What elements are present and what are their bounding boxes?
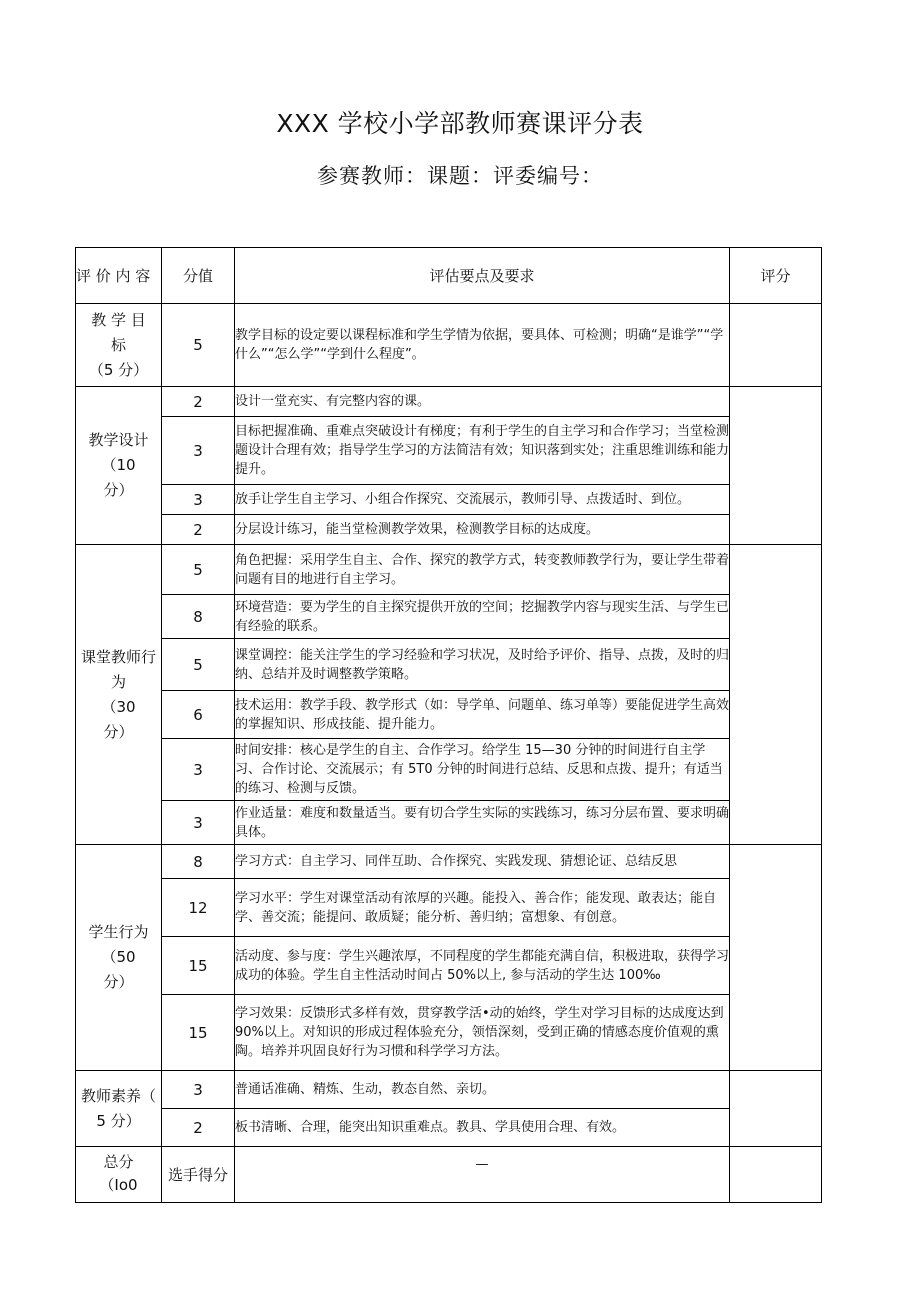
requirement-cell: 学习水平：学生对课堂活动有浓厚的兴趣。能投入、善合作；能发现、敢表达；能自学、善交流；能提问、敢质疑；能分析、善归纳；富想象、有创意。: [235, 879, 730, 937]
table-row: [76, 995, 822, 1071]
table-row: [76, 1109, 822, 1147]
header-score: 分值: [162, 248, 235, 304]
category-cell: 总分 （Io0: [76, 1147, 162, 1203]
requirement-cell: 放手让学生自主学习、小组合作探究、交流展示，教师引导、点拨适时、到位。: [235, 485, 730, 515]
requirement-cell: 环境营造：要为学生的自主探究提供开放的空间；挖掘教学内容与现实生活、与学生已有经验的联系。: [235, 595, 730, 639]
score-cell: 5: [162, 639, 235, 691]
table-row: [76, 879, 822, 937]
table-row: [76, 639, 822, 691]
requirement-cell: 设计一堂充实、有完整内容的课。: [235, 387, 730, 417]
score-cell: 8: [162, 595, 235, 639]
grade-input-cell[interactable]: [730, 1071, 822, 1147]
score-cell: 8: [162, 845, 235, 879]
score-cell: 15: [162, 937, 235, 995]
page-title: XXX 学校小学部教师赛课评分表: [276, 109, 644, 138]
table-row: [76, 595, 822, 639]
requirement-cell: 角色把握：采用学生自主、合作、探究的教学方式，转变教师教学行为，要让学生带着问题有目的地进行自主学习。: [235, 545, 730, 595]
requirement-cell: 作业适量：难度和数量适当。要有切合学生实际的实践练习，练习分层布置、要求明确具体。: [235, 801, 730, 845]
score-cell: 3: [162, 801, 235, 845]
score-cell: 6: [162, 691, 235, 739]
category-cell: 教 学 目 标 （5 分）: [76, 304, 162, 387]
requirement-cell: 目标把握准确、重难点突破设计有梯度；有利于学生的自主学习和合作学习；当堂检测题设计合理有效；指导学生学习的方法简洁有效；知识落到实处；注重思维训练和能力提升。: [235, 417, 730, 485]
table-header-row: [76, 248, 822, 304]
score-cell: 3: [162, 1071, 235, 1109]
requirement-cell: 学习方式：自主学习、同伴互助、合作探究、实践发现、猜想论证、总结反思: [235, 845, 730, 879]
requirement-cell: 技术运用：教学手段、教学形式（如：导学单、问题单、练习单等）要能促进学生高效的掌握知识、形成技能、提升能力。: [235, 691, 730, 739]
total-score-value[interactable]: —: [235, 1147, 730, 1203]
grade-input-cell[interactable]: [730, 845, 822, 1071]
table-row: [76, 515, 822, 545]
score-cell: 5: [162, 545, 235, 595]
table-row: [76, 304, 822, 387]
evaluation-table: [75, 247, 822, 1203]
score-cell: 15: [162, 995, 235, 1071]
table-row: [76, 739, 822, 801]
header-grade: 评分: [730, 248, 822, 304]
requirement-cell: 课堂调控：能关注学生的学习经验和学习状况，及时给予评价、指导、点拨，及时的归纳、总结并及时调整教学策略。: [235, 639, 730, 691]
grade-input-cell[interactable]: [730, 387, 822, 545]
requirement-cell: 活动度、参与度：学生兴趣浓厚，不同程度的学生都能充满自信，积极进取，获得学习成功的体验。学生自主性活动时间占 50%以上, 参与活动的学生达 100‰: [235, 937, 730, 995]
score-cell: 12: [162, 879, 235, 937]
grade-input-cell[interactable]: [730, 545, 822, 845]
requirement-cell: 教学目标的设定要以课程标准和学生学情为依据，要具体、可检测；明确“是谁学”“学什么”“怎么学”“学到什么程度”。: [235, 304, 730, 387]
score-cell: 2: [162, 1109, 235, 1147]
total-grade-cell[interactable]: [730, 1147, 822, 1203]
requirement-cell: 普通话准确、精炼、生动，教态自然、亲切。: [235, 1071, 730, 1109]
table-row: [76, 485, 822, 515]
category-cell: 课堂教师行 为 （30 分）: [76, 545, 162, 845]
requirement-cell: 板书清晰、合理，能突出知识重难点。教具、学具使用合理、有效。: [235, 1109, 730, 1147]
header-category: 评 价 内 容: [76, 248, 162, 304]
category-cell: 教学设计 （10 分）: [76, 387, 162, 545]
total-score-label: 选手得分: [162, 1147, 235, 1203]
grade-input-cell[interactable]: [730, 304, 822, 387]
category-cell: 学生行为 （50 分）: [76, 845, 162, 1071]
table-row: [76, 1071, 822, 1109]
score-cell: 3: [162, 485, 235, 515]
score-cell: 5: [162, 304, 235, 387]
score-cell: 2: [162, 387, 235, 417]
header-requirements: 评估要点及要求: [235, 248, 730, 304]
score-cell: 2: [162, 515, 235, 545]
score-cell: 3: [162, 417, 235, 485]
category-cell: 教师素养（ 5 分）: [76, 1071, 162, 1147]
table-row: [76, 417, 822, 485]
table-row: [76, 387, 822, 417]
page-subtitle: 参赛教师：课题：评委编号：: [317, 164, 603, 188]
table-row: [76, 845, 822, 879]
score-cell: 3: [162, 739, 235, 801]
table-row: [76, 691, 822, 739]
requirement-cell: 时间安排：核心是学生的自主、合作学习。给学生 15—30 分钟的时间进行自主学习、合作讨论、交流展示；有 5T0 分钟的时间进行总结、反思和点拨、提升；有适当的练习、检测与反馈。: [235, 739, 730, 801]
table-row: [76, 801, 822, 845]
requirement-cell: 学习效果：反馈形式多样有效，贯穿教学活•动的始终，学生对学习目标的达成度达到 90%以上。对知识的形成过程体验充分，领悟深刻，受到正确的情感态度价值观的熏陶。培养并巩固良好行为习惯和科学学习方法。: [235, 995, 730, 1071]
requirement-cell: 分层设计练习，能当堂检测教学效果，检测教学目标的达成度。: [235, 515, 730, 545]
total-row: [76, 1147, 822, 1203]
table-row: [76, 937, 822, 995]
table-row: [76, 545, 822, 595]
